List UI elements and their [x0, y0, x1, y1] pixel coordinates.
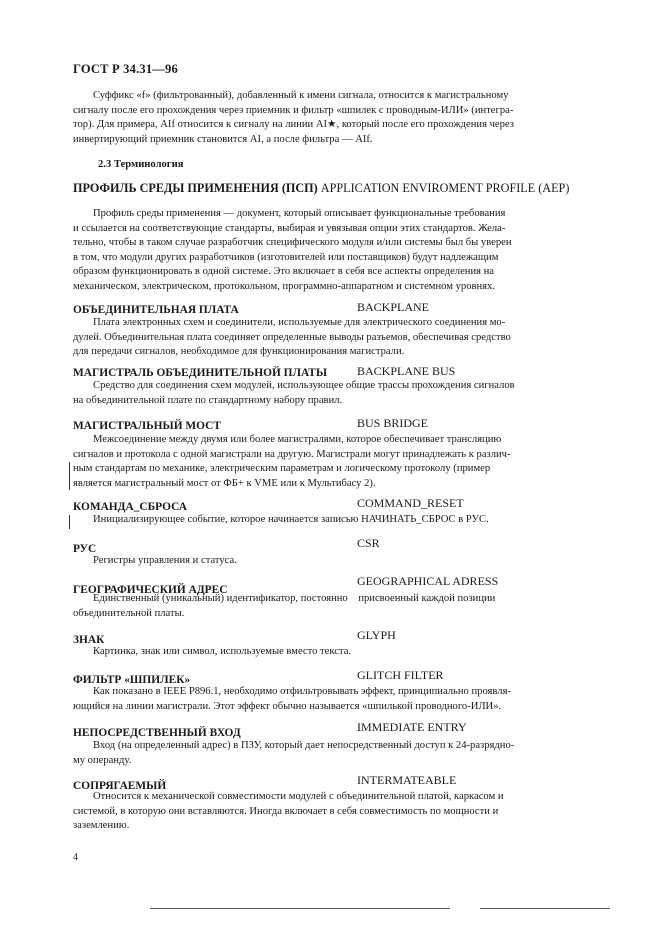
text-line: образом функционировать в одной системе. Это включает в себя все аспекты определения на	[73, 266, 495, 278]
footer-rule	[150, 908, 450, 909]
text-line: на объединительной плате по стандартному набору правил.	[73, 394, 343, 406]
term-ru: ГЕОГРАФИЧЕСКИЙ АДРЕС	[73, 584, 228, 596]
term-ru: СОПРЯГАЕМЫЙ	[73, 780, 167, 792]
term-ru: МАГИСТРАЛЬНЫЙ МОСТ	[73, 420, 221, 432]
aep-title-en: APPLICATION ENVIROMENT PROFILE (AEP)	[320, 181, 570, 195]
text-line: тельно, чтобы в таком случае разработчик специфического модуля и/или системы был бы уверен	[73, 237, 512, 249]
term-definition	[73, 433, 613, 491]
text-line: ющийся на линии магистрали. Этот эффект обычно называется «шпилькой проводного-ИЛИ».	[73, 700, 502, 712]
text-line: сигналов и протокола с одной магистрали на другую. Магистрали могут принадлежать к различ-	[73, 448, 511, 460]
term-definition	[73, 554, 613, 569]
term-ru: ОБЪЕДИНИТЕЛЬНАЯ ПЛАТА	[73, 304, 239, 316]
term-definition	[73, 379, 613, 408]
text-line: системой, в которую они вставляются. Иногда включает в себя совместимость по мощности и	[73, 805, 499, 817]
aep-heading	[73, 181, 569, 196]
term-en: CSR	[357, 536, 380, 550]
text-line: инвертирующий приемник становится AI, а после фильтра — AIf.	[73, 133, 373, 145]
term-definition	[73, 685, 613, 714]
text-line: Профиль среды применения — документ, который описывает функциональные требования	[93, 208, 506, 219]
page-number: 4	[73, 852, 78, 863]
aep-definition	[73, 207, 613, 295]
term-en: BACKPLANE	[357, 300, 430, 314]
term-en: GEOGRAPHICAL ADRESS	[357, 574, 499, 588]
text-line: дулей. Объединительная плата соединяет определенные выводы разъемов, обеспечивая средство	[73, 331, 511, 343]
term-en: GLYPH	[357, 628, 396, 642]
text-line: Средство для соединения схем модулей, использующее общие трассы прохождения сигналов	[93, 380, 515, 391]
term-definition	[73, 592, 613, 621]
term-definition	[73, 739, 613, 768]
text-line: механическом, электрическом, протокольном, программно-аппаратном и системном уровнях.	[73, 280, 496, 292]
term-definition	[73, 513, 613, 528]
aep-title-ru: ПРОФИЛЬ СРЕДЫ ПРИМЕНЕНИЯ (ПСП)	[73, 181, 318, 195]
term-en: BACKPLANE BUS	[357, 364, 456, 378]
term-ru: РУС	[73, 543, 97, 555]
term-definition	[73, 645, 613, 660]
text-line: в том, что модули других разработчиков (изготовителей или поставщиков) будут надлежащим	[73, 251, 499, 263]
section-heading: 2.3 Терминология	[98, 159, 184, 170]
text-line: тор). Для примера, AIf относится к сигналу на линии AI★, который после его прохождения через	[73, 119, 514, 131]
text-line: му операнду.	[73, 754, 132, 766]
text-line: и ссылается на соответствующие стандарты, выбирая и увязывая опции этих стандартов. Жела-	[73, 222, 506, 234]
text-line: объединительной платы.	[73, 607, 185, 619]
term-ru: ФИЛЬТР «ШПИЛЕК»	[73, 674, 191, 686]
text-line: Инициализирующее событие, которое начинается записью НАЧИНАТЬ_СБРОС в РУС.	[93, 514, 489, 525]
intro-paragraph	[73, 89, 613, 147]
term-ru: НЕПОСРЕДСТВЕННЫЙ ВХОД	[73, 727, 241, 739]
text-line: Межсоединение между двумя или более магистралями, которое обеспечивает трансляцию	[93, 434, 502, 445]
footer-rule	[480, 908, 610, 909]
term-definition	[73, 316, 613, 360]
text-line: заземлению.	[73, 820, 130, 832]
text-line: Вход (на определенный адрес) в ПЗУ, который дает непосредственный доступ к 24-разрядно-	[93, 740, 515, 751]
term-en: INTERMATEABLE	[357, 773, 457, 787]
revision-bar	[69, 462, 70, 490]
text-line: является магистральный мост от ФБ+ к VME или к Мультибасу 2).	[73, 477, 376, 489]
term-ru: МАГИСТРАЛЬ ОБЪЕДИНИТЕЛЬНОЙ ПЛАТЫ	[73, 367, 328, 379]
text-line: Единственный (уникальный) идентификатор, постоянно присвоенный каждой позиции	[93, 593, 496, 604]
text-line: Суффикс «f» (фильтрованный), добавленный к имени сигнала, относится к магистральному	[93, 90, 509, 101]
term-ru: КОМАНДА_СБРОСА	[73, 501, 187, 513]
text-line: Как показано в IEEE P896.1, необходимо отфильтровывать эффект, принципиально проявля-	[93, 686, 511, 697]
text-line: Относится к механической совместимости модулей с объединительной платой, каркасом и	[93, 791, 504, 802]
term-en: GLITCH FILTER	[357, 668, 444, 682]
page-header: ГОСТ Р 34.31—96	[73, 62, 178, 76]
text-line: ным стандартам по механике, электрическим параметрам и логическому протоколу (пример	[73, 463, 491, 475]
term-en: COMMAND_RESET	[357, 496, 464, 510]
text-line: Регистры управления и статуса.	[93, 555, 237, 566]
term-ru: ЗНАК	[73, 634, 105, 646]
term-en: IMMEDIATE ENTRY	[357, 720, 467, 734]
text-line: сигналу после его прохождения через приемник и фильтр «шпилек с проводным-ИЛИ» (интегра-	[73, 104, 514, 116]
term-en: BUS BRIDGE	[357, 416, 429, 430]
term-definition	[73, 790, 613, 834]
revision-bar	[69, 515, 70, 529]
text-line: Плата электронных схем и соединители, используемые для электрического соединения мо-	[93, 317, 506, 328]
text-line: Картинка, знак или символ, используемые вместо текста.	[93, 646, 352, 657]
text-line: для передачи сигналов, необходимое для функционирования магистрали.	[73, 346, 405, 358]
